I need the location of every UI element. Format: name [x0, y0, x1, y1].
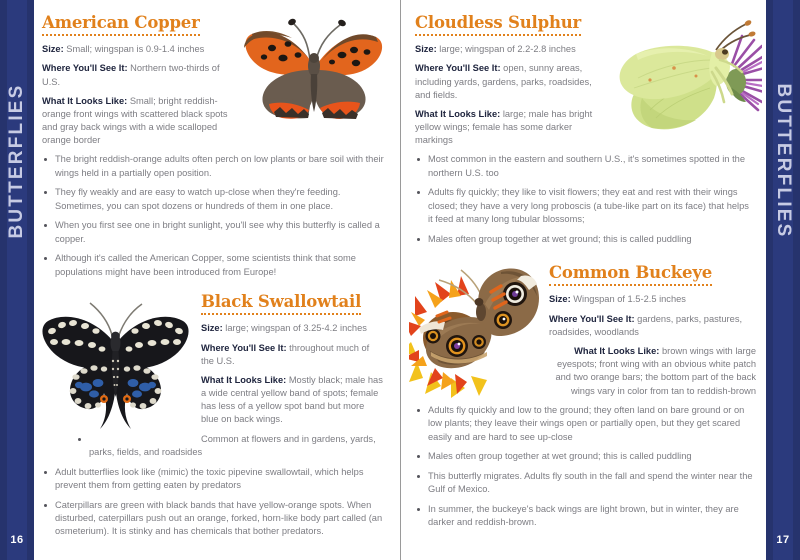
list-item: Adults fly quickly and low to the ground; they often land on bare ground or on low plants; they leave their wings open or partially open, but they get scared easily and are hard to see up-close: [415, 404, 756, 444]
fact-label: What It Looks Like:: [415, 108, 501, 119]
list-item: Males often group together at wet ground; this is called puddling: [415, 233, 756, 246]
fact-text: Northern two-thirds of U.S.: [42, 63, 220, 87]
cloudless-sulphur-title: Cloudless Sulphur: [415, 14, 581, 36]
right-sidebar: [766, 0, 800, 560]
right-page: [401, 0, 766, 560]
common-buckeye-fact-size: [549, 293, 756, 306]
fact-text: large; wingspan of 3.25-4.2 inches: [222, 323, 367, 334]
fact-text: open, sunny areas, including yards, gardens, parks, roadsides, and fields.: [415, 63, 592, 100]
american-copper-title: American Copper: [42, 14, 200, 36]
fact-text: brown wings with large eyespots; front wing with an obvious white patch and two orange bars; the bottom part of the back wings vary in color from tan to reddish-brown: [555, 345, 756, 396]
fact-label: Where You'll See It:: [201, 342, 287, 353]
list-item: Most common in the eastern and southern U.S., it's sometimes spotted in the northern U.S. too: [415, 153, 756, 180]
black-swallowtail-indented-bullets: [76, 433, 384, 460]
fact-label: Where You'll See It:: [549, 313, 635, 324]
common-buckeye-bullets: [415, 404, 756, 530]
left-sidebar: [0, 0, 34, 560]
fact-text: Small; wingspan is 0.9-1.4 inches: [63, 44, 205, 55]
fact-label: Size:: [415, 44, 437, 55]
list-item: Common at flowers and in gardens, yards, parks, fields, and roadsides: [76, 433, 384, 460]
cloudless-sulphur-bullets: [415, 153, 756, 246]
fact-label: Where You'll See It:: [415, 63, 501, 74]
fact-label: Size:: [42, 44, 64, 55]
fact-text: Wingspan of 1.5-2.5 inches: [570, 294, 686, 305]
fact-text: gardens, parks, pastures, roadsides, woodlands: [549, 313, 743, 337]
right-page-number: 17: [776, 534, 790, 546]
american-copper-photo: [236, 8, 388, 128]
fact-label: Where You'll See It:: [42, 63, 128, 74]
section-american-copper: [42, 14, 384, 285]
american-copper-bullets: [42, 153, 384, 279]
fact-label: Size:: [549, 294, 571, 305]
list-item: This butterfly migrates. Adults fly south in the fall and spend the winter near the Gulf of Mexico.: [415, 470, 756, 497]
fact-text: Small; bright reddish-orange front wings with scattered black spots and gray back wings with a wide scalloped orange border: [42, 95, 228, 146]
section-common-buckeye: [415, 264, 756, 535]
fact-label: Size:: [201, 323, 223, 334]
black-swallowtail-bullets: [42, 466, 384, 539]
list-item: Caterpillars are green with black bands that have yellow-orange spots. When disturbed, caterpillars push out an orange, forked, horn-like body part called (an osmeterium). It is stinky and has chemicals that bother predators.: [42, 499, 384, 539]
common-buckeye-title: Common Buckeye: [549, 264, 712, 286]
black-swallowtail-title: Black Swallowtail: [201, 293, 361, 315]
common-buckeye-fact-where: [549, 313, 756, 339]
fact-text: Mostly black; male has a wide central yellow band of spots; female has less of a yellow spot band but more blue on back wings.: [201, 374, 383, 425]
list-item: Although it's called the American Copper, some scientists think that some populations might have been introduced from Europe!: [42, 252, 384, 279]
fact-text: throughout much of the U.S.: [201, 342, 370, 366]
section-black-swallowtail: [42, 293, 384, 545]
list-item: Adults fly quickly; they like to visit flowers; they eat and rest with their wings closed; they have a very long proboscis (a tube-like part on its face) that helps it feed at many long tubular blossoms;: [415, 186, 756, 226]
fact-label: What It Looks Like:: [574, 345, 660, 356]
fact-label: What It Looks Like:: [42, 95, 128, 106]
list-item: They fly weakly and are easy to watch up-close when they're feeding. Sometimes, you can spot dozens or hundreds of them in one place.: [42, 186, 384, 213]
left-sidebar-vertical-label: BUTTERFLIES: [6, 83, 27, 239]
list-item: When you first see one in bright sunlight, you'll see why this butterfly is called a copper.: [42, 219, 384, 246]
common-buckeye-text: [549, 264, 756, 345]
fact-label: What It Looks Like:: [201, 374, 287, 385]
right-sidebar-vertical-label: BUTTERFLIES: [773, 83, 794, 239]
black-swallowtail-photo: [38, 295, 193, 435]
common-buckeye-title-row: [549, 264, 756, 289]
list-item: In summer, the buckeye's back wings are light brown, but in winter, they are darker and reddish-brown.: [415, 503, 756, 530]
section-cloudless-sulphur: [415, 14, 756, 252]
list-item: Males often group together at wet ground; this is called puddling: [415, 450, 756, 463]
list-item: The bright reddish-orange adults often perch on low plants or bare soil with their wings held in a partially open position.: [42, 153, 384, 180]
list-item: Adult butterflies look like (mimic) the toxic pipevine swallowtail, which helps prevent them from getting eaten by predators: [42, 466, 384, 493]
fact-text: large; male has bright yellow wings; female has some darker markings: [415, 108, 593, 146]
fact-text: large; wingspan of 2.2-2.8 inches: [436, 44, 576, 55]
cloudless-sulphur-photo: [612, 10, 762, 138]
left-page: [34, 0, 400, 560]
left-page-number: 16: [10, 534, 24, 546]
common-buckeye-photo: [409, 264, 541, 398]
